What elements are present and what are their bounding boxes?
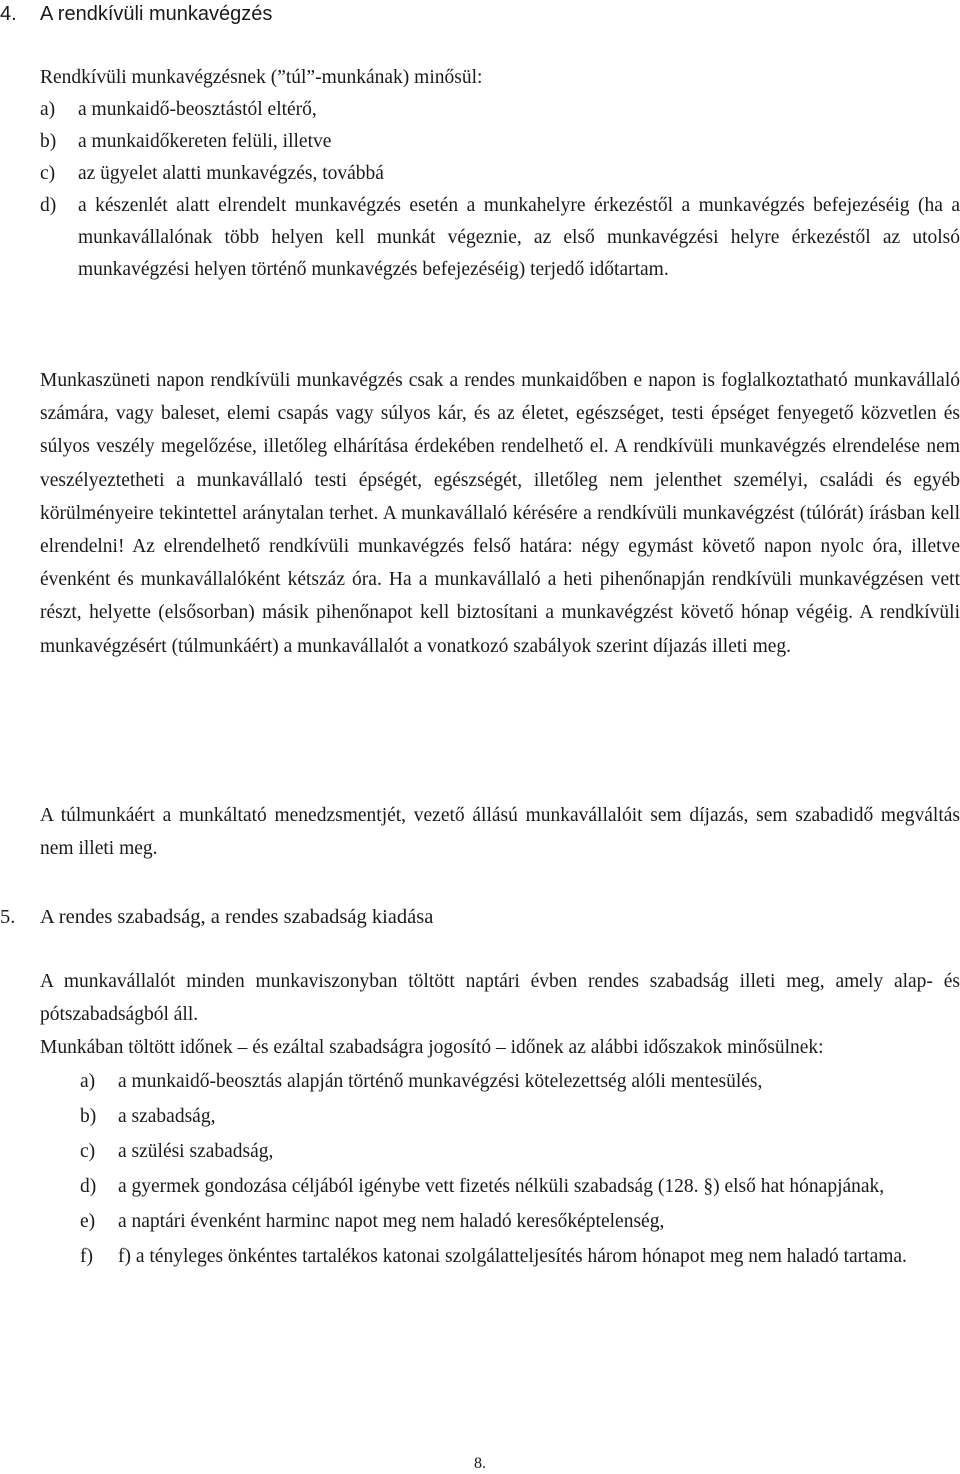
section-5-list — [80, 1064, 960, 1274]
section-4-title: A rendkívüli munkavégzés — [40, 3, 273, 25]
list-item-text: az ügyelet alatti munkavégzés, továbbá — [78, 163, 384, 185]
list-item — [40, 190, 960, 286]
list-item-text: a készenlét alatt elrendelt munkavégzés esetén a munkahelyre érkezéstől a munkavégzés befejezéséig (ha a munkavállalónak több helyen kell munkát végeznie, az első munkavégzési helyre érkezéstől az utolsó munkavégzési helyen történő munkavégzés befejezéséig) terjedő időtartam. — [78, 195, 960, 281]
list-item — [40, 94, 960, 126]
section-5-number: 5. — [0, 906, 16, 928]
list-item-text: a munkaidőkereten felüli, illetve — [78, 131, 332, 153]
list-item-text: a munkaidő-beosztás alapján történő munkavégzési kötelezettség alóli mentesülés, — [118, 1071, 763, 1093]
list-item — [80, 1134, 960, 1169]
list-item-text: a naptári évenként harminc napot meg nem haladó keresőképtelenség, — [118, 1211, 665, 1233]
list-item — [80, 1204, 960, 1239]
list-item — [80, 1099, 960, 1134]
list-marker: f) — [80, 1246, 93, 1268]
list-marker: a) — [40, 99, 56, 120]
section-4-paragraph-2: A túlmunkáért a munkáltató menedzsmentjét, vezető állású munkavállalóit sem díjazás, sem szabadidő megváltás nem illeti meg. — [40, 805, 960, 859]
list-item-text: a szülési szabadság, — [118, 1141, 274, 1163]
list-marker: d) — [40, 195, 57, 217]
section-4-paragraph-2-block — [40, 800, 960, 866]
list-item-text: a munkaidő-beosztástól eltérő, — [78, 99, 317, 120]
section-4-intro-block — [40, 62, 960, 287]
list-marker: e) — [80, 1211, 96, 1233]
section-5-title: A rendes szabadság, a rendes szabadság kiadása — [40, 906, 434, 928]
list-marker: d) — [80, 1176, 97, 1198]
section-5-heading — [0, 905, 433, 929]
section-4-number: 4. — [0, 3, 17, 25]
section-4-intro: Rendkívüli munkavégzésnek (”túl”-munkának) minősül: — [40, 67, 483, 88]
section-5-paragraph-2: Munkában töltött időnek – és ezáltal szabadságra jogosító – időnek az alábbi időszakok minősülnek: — [40, 1036, 824, 1058]
section-4-heading — [0, 2, 272, 26]
page-number: 8. — [474, 1455, 486, 1472]
list-marker: a) — [80, 1071, 96, 1093]
list-marker: b) — [80, 1106, 97, 1128]
list-marker: c) — [80, 1141, 96, 1163]
section-4-list — [40, 94, 960, 287]
list-item — [40, 126, 960, 158]
list-item-text: f) a tényleges önkéntes tartalékos katonai szolgálatteljesítés három hónapot meg nem haladó tartama. — [118, 1246, 907, 1268]
section-5-paragraph-1: A munkavállalót minden munkaviszonyban töltött naptári évben rendes szabadság illeti meg, amely alap- és pótszabadságból áll. — [40, 971, 960, 1025]
list-item — [80, 1239, 960, 1274]
list-marker: c) — [40, 163, 56, 185]
section-5-block — [40, 966, 960, 1274]
list-item-text: a gyermek gondozása céljából igénybe vett fizetés nélküli szabadság (128. §) első hat hónapjának, — [118, 1176, 885, 1198]
list-item — [80, 1169, 960, 1204]
list-marker: b) — [40, 131, 57, 153]
list-item — [40, 158, 960, 190]
list-item-text: a szabadság, — [118, 1106, 216, 1128]
section-4-paragraph-1-block — [40, 364, 960, 663]
section-4-paragraph-1: Munkaszüneti napon rendkívüli munkavégzés csak a rendes munkaidőben e napon is foglalkoztatható munkavállaló számára, vagy baleset, elemi csapás vagy súlyos kár, és az életet, egészséget, testi épséget fenyegető közvetlen és súlyos veszély megelőzése, illetőleg elhárítása érdekében rendelhető el. A rendkívüli munkavégzés elrendelése nem veszélyeztetheti a munkavállaló testi épségét, egészségét, illetőleg nem jelenthet személyi, családi és egyéb körülményeire tekintettel aránytalan terhet. A munkavállaló kérésére a rendkívüli munkavégzést (túlórát) írásban kell elrendelni! Az elrendelhető rendkívüli munkavégzés felső határa: négy egymást követő napon nyolc óra, illetve évenként és munkavállalóként kétszáz óra. Ha a munkavállaló a heti pihenőnapján rendkívüli munkavégzésen vett részt, helyette (elsősorban) másik pihenőnapot kell biztosítani a munkavégzést követő hónap végéig. A rendkívüli munkavégzésért (túlmunkáért) a munkavállalót a vonatkozó szabályok szerint díjazás illeti meg. — [40, 370, 960, 657]
list-item — [80, 1064, 960, 1099]
